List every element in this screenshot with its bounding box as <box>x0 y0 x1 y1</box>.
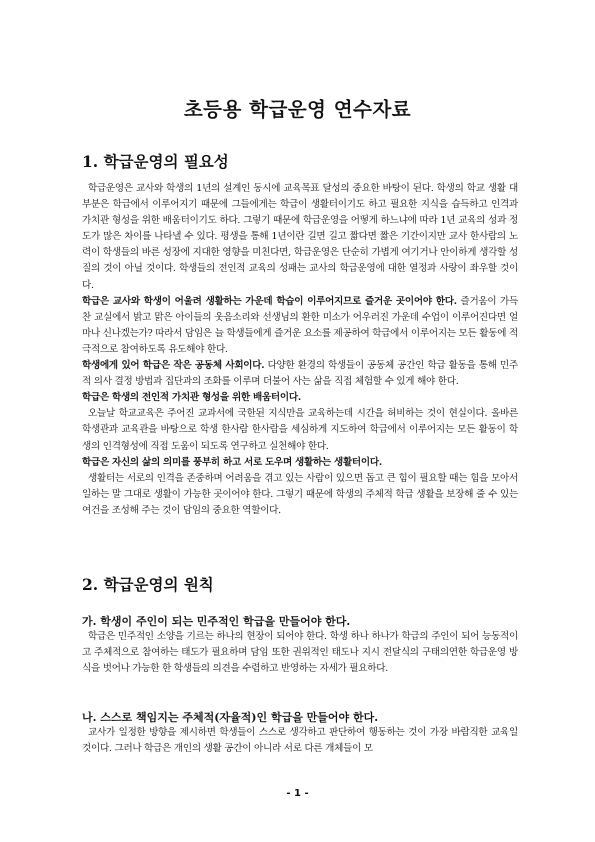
subsection-body-autonomous <box>82 725 518 757</box>
point-lead: 학급은 학생의 전인적 가치관 형성을 위한 배움터이다. <box>82 392 301 404</box>
point-text: 생활터는 서로의 인격을 존중하며 어려움을 겪고 있는 사람이 있으면 돕고 큰 힘이 필요할 때는 힘을 모아서 일하는 말 그대로 생활이 가능한 곳이어야 한다. 그렇기 때문에 학생의 주체적 학급 생활을 보장해 줄 수 있는 여건을 조성해 주는 것이 담임의 중요한 역할이다. <box>82 472 518 516</box>
point-paragraph <box>82 455 518 471</box>
point-paragraph <box>82 294 518 358</box>
subsection-text: 교사가 일정한 방향을 제시하면 학생들이 스스로 생각하고 판단하여 행동하는 것이 가장 바람직한 교육일 것이다. 그러나 학급은 개인의 생활 공간이 아니라 서로 다른 개체들이 모 <box>82 727 518 755</box>
document-title: 초등용 학급운영 연수자료 <box>183 98 412 121</box>
point-paragraph <box>82 390 518 406</box>
intro-paragraph: 학급운영은 교사와 학생의 1년의 설계인 동시에 교육목표 달성의 중요한 바탕이 된다. 학생의 학교 생활 대부분은 학급에서 이루어지기 때문에 그들에게는 학급이 생활터이기도 하고 필요한 지식을 습득하고 인격과 가치관 형성을 위한 배움터이기도 하다. 그렇기 때문에 학급운영을 어떻게 하느냐에 따라 1년 교육의 성과 정도가 많은 차이를 나타낼 수 있다. 평생을 통해 1년이란 길면 길고 짧다면 짧은 기간이지만 교사 한사람의 노력이 학생들의 바른 성장에 지대한 영향을 미친다면, 학급운영은 단순히 가볍게 여기거나 안이하게 생각할 성질의 것이 아닐 것이다. 학생들의 전인적 교육의 성패는 교사의 학급운영에 대한 열정과 사랑이 좌우할 것이다. <box>82 183 518 291</box>
section-heading-principles: 2. 학급운영의 원칙 <box>82 575 214 594</box>
section-body-necessity <box>82 181 518 519</box>
point-lead: 학급은 교사와 학생이 어울려 생활하는 가운데 학습이 이루어지므로 즐거운 곳이어야 한다. <box>82 295 457 307</box>
point-text: 오늘날 학교교육은 주어진 교과서에 국한된 지식만을 교육하는데 시간을 허비하는 것이 현실이다. 올바른 학생관과 교육관을 바탕으로 학생 한사람 한사람을 세심하게 지도하여 학급에서 이루어지는 모든 활동이 학생의 인격형성에 직접 도움이 되도록 연구하고 실천해야 한다. <box>82 408 518 452</box>
point-lead: 학생에게 있어 학급은 작은 공동체 사회이다. <box>82 360 265 372</box>
point-text: 즐거움이 가득 찬 교실에서 밝고 맑은 아이들의 웃음소리와 선생님의 환한 미소가 어우러진 가운데 수업이 이루어진다면 얼마나 신나겠는가? 따라서 담임은 늘 학생들에게 즐거운 요소를 제공하여 학급에서 이루어지는 모든 활동에 적극적으로 참여하도록 유도해야 한다. <box>82 295 519 355</box>
point-paragraph <box>82 358 518 390</box>
section-heading-necessity: 1. 학급운영의 필요성 <box>82 152 229 171</box>
point-text: 다양한 환경의 학생들이 공동체 공간인 학급 활동을 통해 민주적 의사 결정 방법과 집단과의 조화를 이루며 더불어 사는 삶을 직접 체험할 수 있게 해야 한다. <box>82 360 518 388</box>
subsection-body-democratic <box>82 629 518 677</box>
subsection-heading-autonomous: 나. 스스로 책임지는 주체적(자율적)인 학급을 만들어야 한다. <box>82 711 379 724</box>
point-lead: 학급은 자신의 삶의 의미를 풍부히 하고 서로 도우며 생활하는 생활터이다. <box>82 456 382 468</box>
subsection-text: 학급은 민주적인 소양을 기르는 하나의 현장이 되어야 한다. 학생 하나 하나가 학급의 주인이 되어 능동적이고 주체적으로 참여하는 태도가 필요하며 담임 또한 권위적인 태도나 지시 전달식의 구태의연한 학급운영 방식을 벗어나 가능한 한 학생들의 의견을 수렴하고 반영하는 자세가 필요하다. <box>82 631 518 675</box>
subsection-heading-democratic: 가. 학생이 주인이 되는 민주적인 학급을 만들어야 한다. <box>82 615 351 628</box>
page-number: - 1 - <box>286 788 309 799</box>
